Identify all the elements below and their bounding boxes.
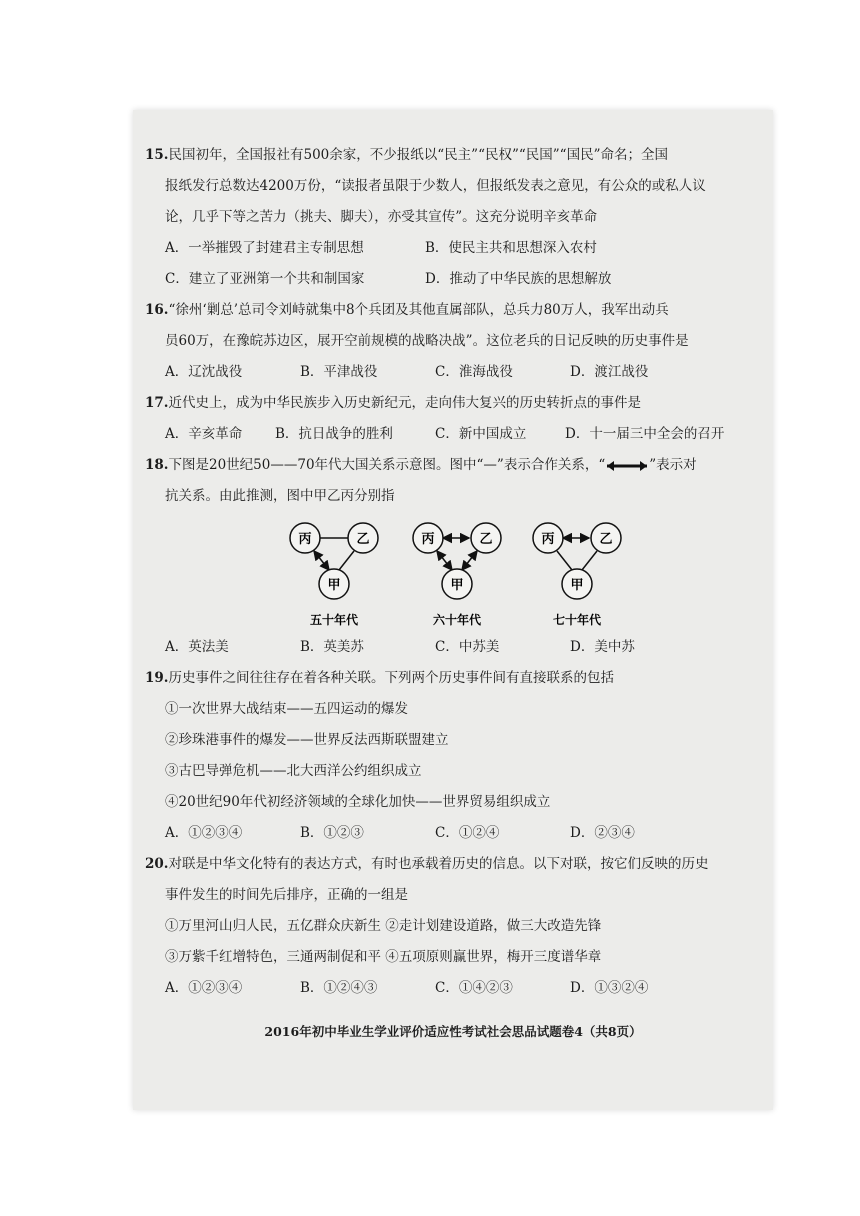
- page-footer: 2016年初中毕业生学业评价适应性考试社会思品试题卷4（共8页）: [264, 1024, 642, 1039]
- option-b[interactable]: B．平津战役: [300, 364, 378, 380]
- double-arrow-icon: [605, 460, 649, 472]
- option-a[interactable]: A．辛亥革命: [165, 426, 243, 442]
- option-b[interactable]: B．使民主共和思想深入农村: [425, 240, 597, 256]
- relations-diagram-svg: [165, 512, 765, 632]
- option-b[interactable]: B．①②④③: [300, 980, 378, 996]
- question-text: 报纸发行总数达4200万份，“读报者虽限于少数人，但报纸发表之意见，有公众的或私人议: [165, 178, 706, 194]
- decade-label: 七十年代: [552, 613, 602, 627]
- question-number: 18.: [145, 457, 169, 473]
- option-c[interactable]: C．淮海战役: [435, 364, 513, 380]
- node-label: 丙: [421, 532, 435, 547]
- link-bing-jia: [314, 551, 329, 570]
- statement-item: ①万里河山归人民，五亿群众庆新生 ②走计划建设道路，做三大改造先锋: [165, 918, 602, 934]
- question-20: [145, 849, 765, 1004]
- link-bing-jia: [557, 551, 572, 570]
- question-17: [145, 388, 765, 450]
- option-b[interactable]: B．①②③: [300, 825, 364, 841]
- question-19: [145, 663, 765, 849]
- link-yi-jia: [582, 551, 597, 570]
- relations-diagram: [165, 512, 765, 632]
- question-number: 20.: [145, 856, 169, 872]
- option-d[interactable]: D．①③②④: [570, 980, 649, 996]
- option-d[interactable]: D．美中苏: [570, 639, 635, 655]
- option-c[interactable]: C．中苏美: [435, 639, 500, 655]
- link-yi-jia: [462, 551, 477, 570]
- option-a[interactable]: A．英法美: [165, 639, 229, 655]
- option-a[interactable]: A．一举摧毁了封建君主专制思想: [165, 240, 364, 256]
- node-label: 丙: [541, 532, 555, 547]
- option-b[interactable]: B．英美苏: [300, 639, 364, 655]
- node-label: 甲: [570, 578, 584, 593]
- question-15: [145, 140, 765, 295]
- link-bing-jia: [437, 551, 452, 570]
- question-text: 民国初年，全国报社有500余家，不少报纸以“民主”“民权”“民国”“国民”命名；全国: [168, 147, 668, 163]
- decade-label: 六十年代: [432, 613, 482, 627]
- question-text: “徐州‘剿总’总司令刘峙就集中8个兵团及其他直属部队，总兵力80万人，我军出动兵: [168, 302, 669, 318]
- statement-item: ④20世纪90年代初经济领域的全球化加快——世界贸易组织成立: [165, 794, 551, 810]
- node-label: 乙: [599, 532, 613, 547]
- question-text: 历史事件之间往往存在着各种关联。下列两个历史事件间有直接联系的包括: [168, 670, 614, 686]
- option-d[interactable]: D．②③④: [570, 825, 635, 841]
- diagram-1950s: [290, 523, 378, 627]
- option-a[interactable]: A．①②③④: [165, 825, 243, 841]
- option-c[interactable]: C．建立了亚洲第一个共和制国家: [165, 271, 365, 287]
- node-label: 甲: [450, 578, 464, 593]
- question-text: 对联是中华文化特有的表达方式，有时也承载着历史的信息。以下对联，按它们反映的历史: [168, 856, 709, 872]
- exam-content: [145, 140, 765, 1004]
- decade-label: 五十年代: [309, 613, 359, 627]
- question-number: 19.: [145, 670, 169, 686]
- statement-item: ③万紫千红增特色，三通两制促和平 ④五项原则赢世界，梅开三度谱华章: [165, 949, 602, 965]
- option-d[interactable]: D．推动了中华民族的思想解放: [425, 271, 612, 287]
- node-label: 丙: [298, 532, 312, 547]
- statement-item: ①一次世界大战结束——五四运动的爆发: [165, 701, 408, 717]
- question-text: 近代史上，成为中华民族步入历史新纪元，走向伟大复兴的历史转折点的事件是: [168, 395, 641, 411]
- statement-item: ②珍珠港事件的爆发——世界反法西斯联盟建立: [165, 732, 449, 748]
- question-text: 论，几乎下等之苦力（挑夫、脚夫），亦受其宣传”。这充分说明辛亥革命: [165, 209, 598, 225]
- option-c[interactable]: C．新中国成立: [435, 426, 527, 442]
- diagram-1970s: [533, 523, 621, 627]
- question-text: 抗关系。由此推测，图中甲乙丙分别指: [165, 488, 395, 504]
- statement-item: ③古巴导弹危机——北大西洋公约组织成立: [165, 763, 422, 779]
- option-d[interactable]: D．十一届三中全会的召开: [565, 426, 725, 442]
- question-number: 16.: [145, 302, 169, 318]
- question-number: 17.: [145, 395, 169, 411]
- question-text: 事件发生的时间先后排序，正确的一组是: [165, 887, 408, 903]
- question-text: 下图是20世纪50——70年代大国关系示意图。图中“—”表示合作关系，“: [168, 457, 606, 473]
- question-16: [145, 295, 765, 388]
- option-c[interactable]: C．①②④: [435, 825, 500, 841]
- question-text: 员60万，在豫皖苏边区，展开空前规模的战略决战”。这位老兵的日记反映的历史事件是: [165, 333, 689, 349]
- option-c[interactable]: C．①④②③: [435, 980, 513, 996]
- question-text: ”表示对: [649, 457, 697, 473]
- node-label: 甲: [327, 578, 341, 593]
- option-d[interactable]: D．渡江战役: [570, 364, 649, 380]
- diagram-1960s: [413, 523, 501, 627]
- option-b[interactable]: B．抗日战争的胜利: [275, 426, 393, 442]
- node-label: 乙: [356, 532, 370, 547]
- question-18: [145, 450, 765, 663]
- link-yi-jia: [339, 551, 354, 570]
- node-label: 乙: [479, 532, 493, 547]
- option-a[interactable]: A．①②③④: [165, 980, 243, 996]
- question-number: 15.: [145, 147, 169, 163]
- option-a[interactable]: A．辽沈战役: [165, 364, 243, 380]
